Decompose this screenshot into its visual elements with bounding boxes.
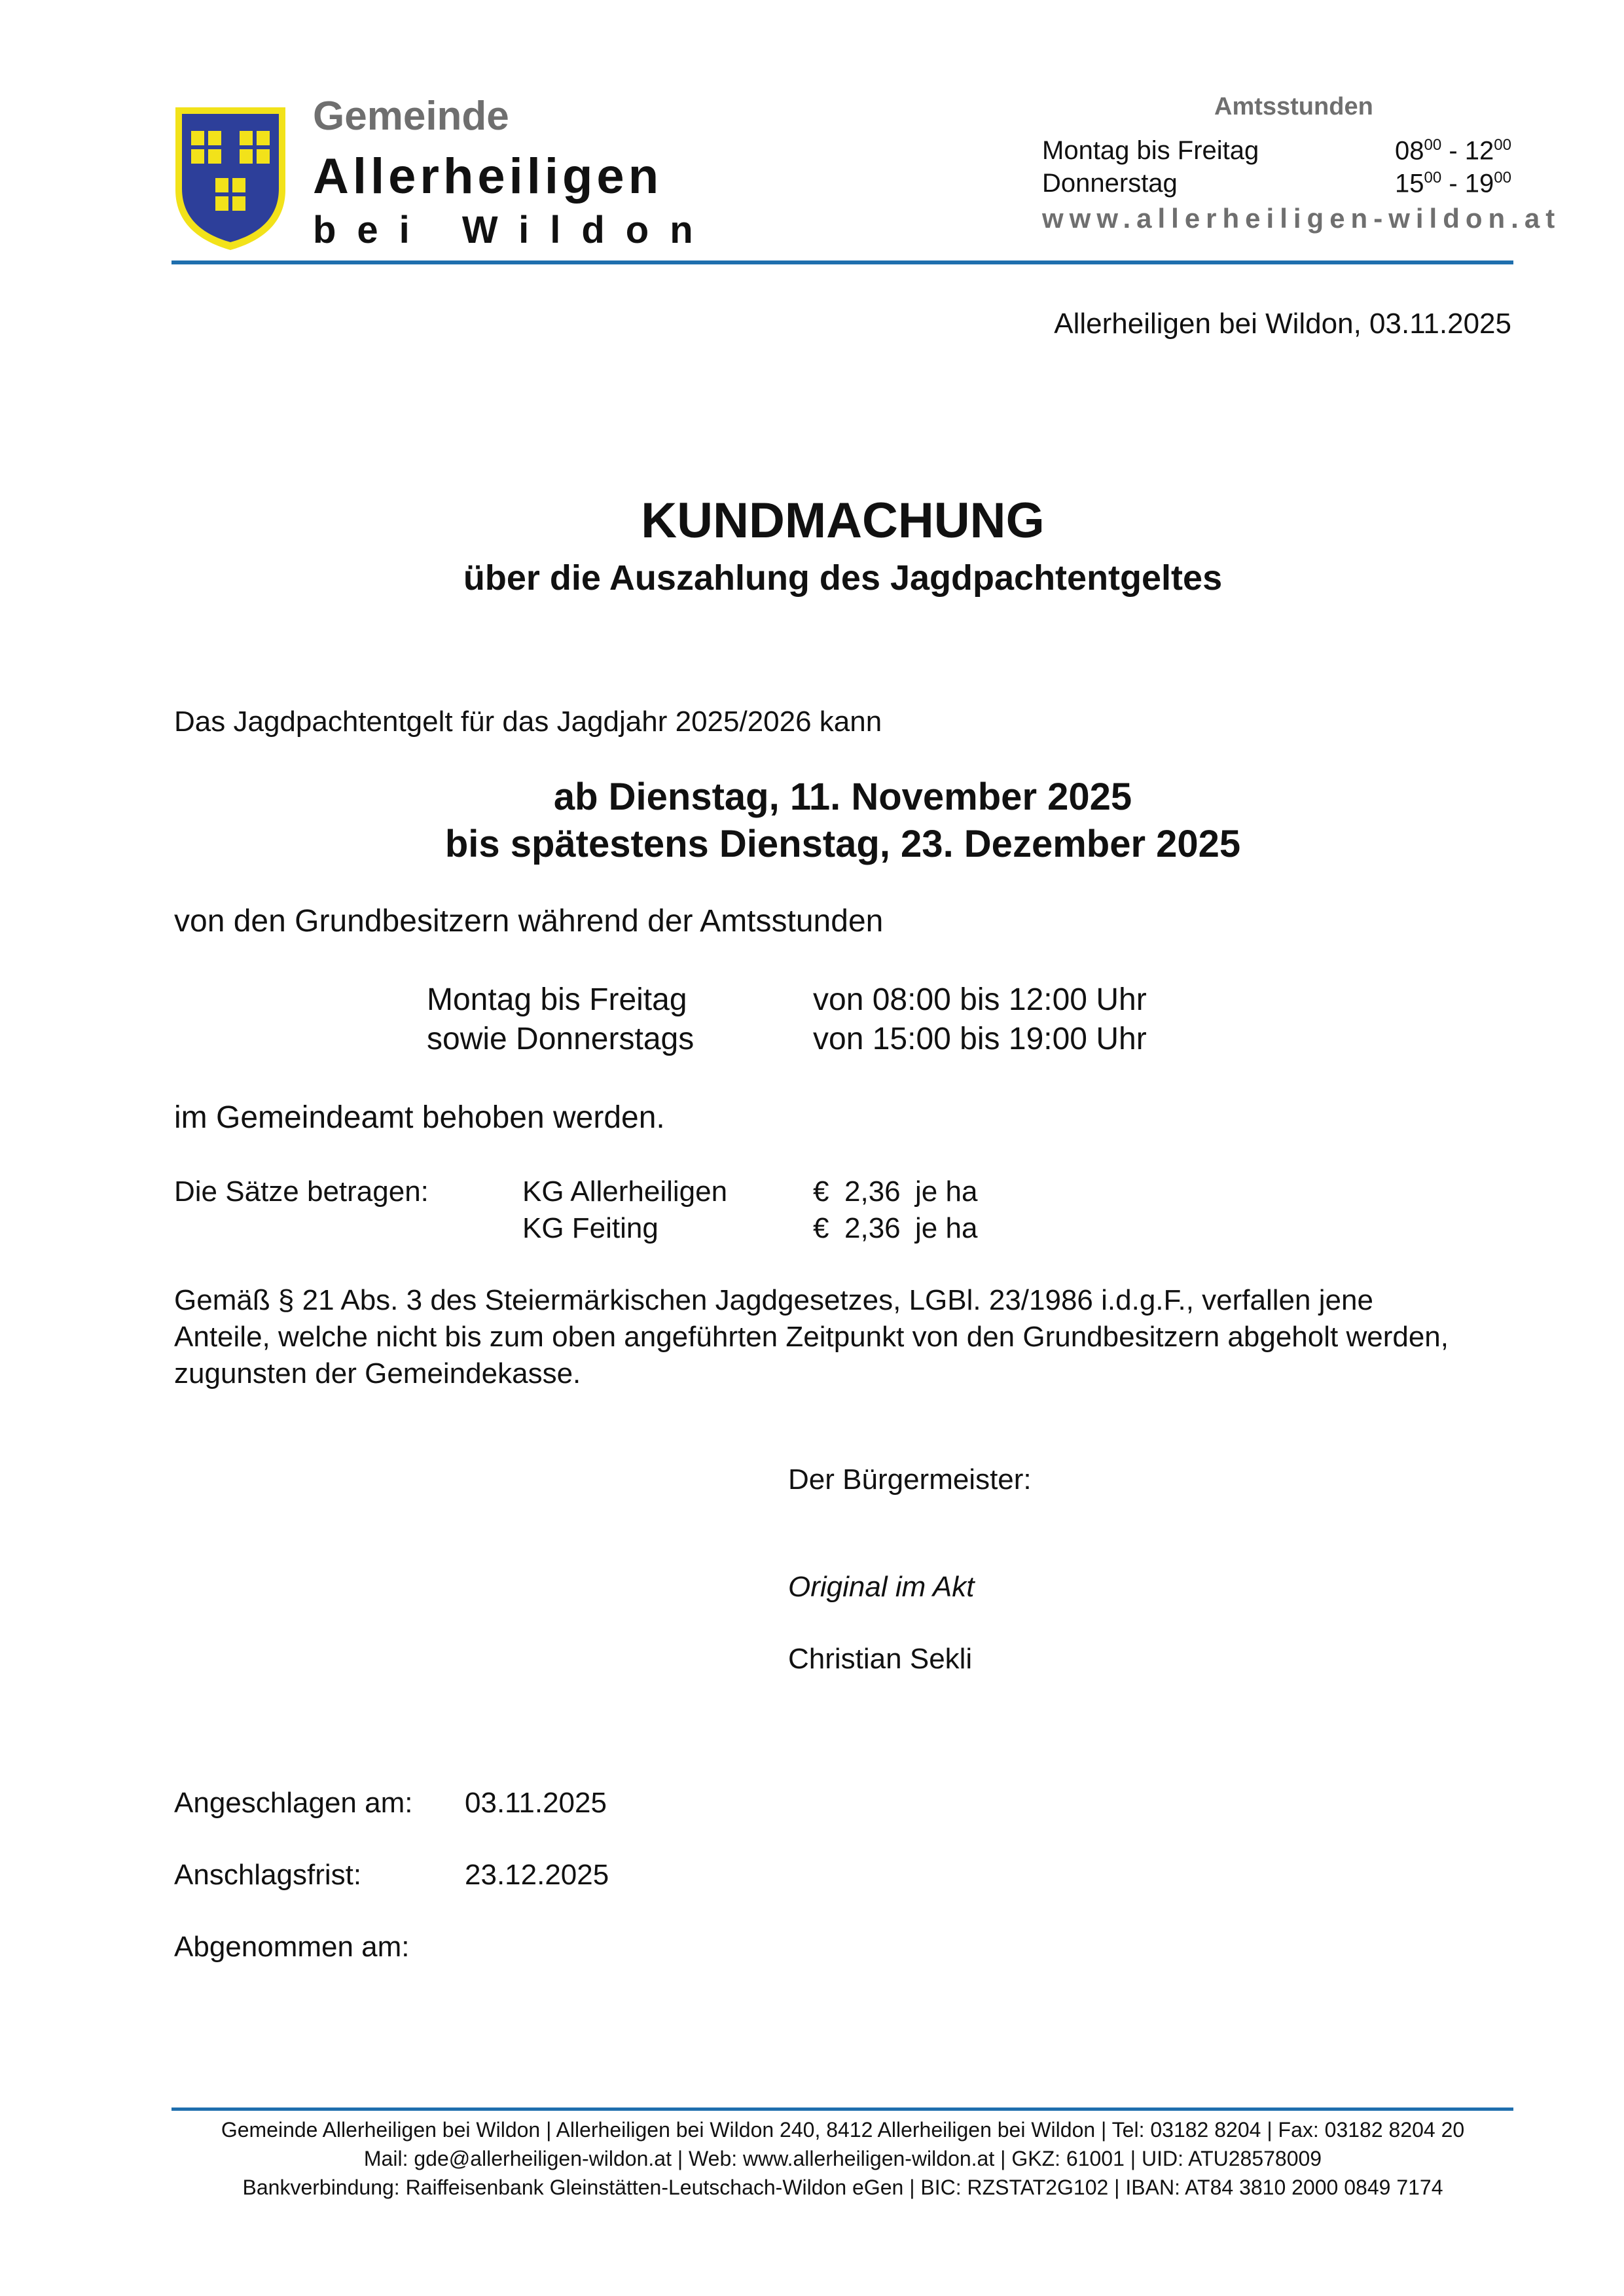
- collect-text: im Gemeindeamt behoben werden.: [174, 1100, 665, 1135]
- document-subtitle: über die Auszahlung des Jagdpachtentgeltes: [463, 558, 1223, 598]
- legal-text-line: Gemäß § 21 Abs. 3 des Steiermärkischen Jagdgesetzes, LGBl. 23/1986 i.d.g.F., verfallen jene: [174, 1284, 1373, 1316]
- hours-time: von 08:00 bis 12:00 Uhr: [813, 982, 1147, 1017]
- hours-days: Montag bis Freitag: [427, 982, 687, 1017]
- footer-address: Gemeinde Allerheiligen bei Wildon | Allerheiligen bei Wildon 240, 8412 Allerheiligen bei Wildon | Tel: 03182 8204 | Fax: 03182 8204 20: [221, 2118, 1465, 2142]
- deadline-label: Anschlagsfrist:: [174, 1859, 362, 1891]
- rate-currency: €: [813, 1175, 829, 1208]
- municipality-prefix: Gemeinde: [313, 94, 509, 139]
- office-hours-title: Amtsstunden: [1214, 93, 1373, 120]
- hours-time: von 15:00 bis 19:00 Uhr: [813, 1022, 1147, 1056]
- website-link[interactable]: www.allerheiligen-wildon.at: [1042, 203, 1561, 234]
- footer-bank: Bankverbindung: Raiffeisenbank Gleinstätten-Leutschach-Wildon eGen | BIC: RZSTAT2G102 | IBAN: AT84 3810 2000 0849 7174: [242, 2176, 1443, 2199]
- document-title: KUNDMACHUNG: [641, 493, 1045, 548]
- office-hours-day: Donnerstag: [1042, 169, 1178, 198]
- during-text: von den Grundbesitzern während der Amtsstunden: [174, 904, 884, 939]
- rate-unit: je ha: [915, 1212, 978, 1244]
- signature-role: Der Bürgermeister:: [788, 1463, 1032, 1496]
- rates-label: Die Sätze betragen:: [174, 1175, 429, 1208]
- municipality-suffix: bei Wildon: [313, 209, 714, 251]
- deadline-value: 23.12.2025: [465, 1859, 609, 1891]
- rate-area: KG Allerheiligen: [522, 1175, 728, 1208]
- posted-label: Angeschlagen am:: [174, 1787, 413, 1819]
- place-and-date: Allerheiligen bei Wildon, 03.11.2025: [1054, 308, 1511, 340]
- municipality-name: Allerheiligen: [313, 149, 663, 204]
- footer-contact: Mail: gde@allerheiligen-wildon.at | Web: www.allerheiligen-wildon.at | GKZ: 61001 | UID: ATU28578009: [363, 2147, 1322, 2170]
- legal-text-line: zugunsten der Gemeindekasse.: [174, 1357, 581, 1390]
- footer-divider: [171, 2108, 1513, 2111]
- rate-amount: 2,36: [844, 1212, 901, 1244]
- office-hours-time: $15^{00} - 19^{00}$: [1395, 169, 1511, 198]
- office-hours-day: Montag bis Freitag: [1042, 136, 1259, 165]
- rate-amount: 2,36: [844, 1175, 901, 1208]
- intro-text: Das Jagdpachtentgelt für das Jagdjahr 2025/2026 kann: [174, 706, 882, 738]
- period-end: bis spätestens Dienstag, 23. Dezember 2025: [444, 823, 1241, 865]
- header-divider: [171, 260, 1513, 264]
- period-start: ab Dienstag, 11. November 2025: [553, 776, 1132, 818]
- hours-days: sowie Donnerstags: [427, 1022, 695, 1056]
- rate-unit: je ha: [915, 1175, 978, 1208]
- rate-area: KG Feiting: [522, 1212, 659, 1244]
- municipal-crest-icon: [173, 105, 288, 253]
- signature-note: Original im Akt: [788, 1571, 975, 1603]
- removed-label: Abgenommen am:: [174, 1931, 410, 1963]
- office-hours-time: $08^{00} - 12^{00}$: [1395, 136, 1511, 166]
- posted-value: 03.11.2025: [465, 1787, 607, 1819]
- rate-currency: €: [813, 1212, 829, 1244]
- legal-text-line: Anteile, welche nicht bis zum oben angeführten Zeitpunkt von den Grundbesitzern abgeholt werden,: [174, 1321, 1449, 1353]
- signature-name: Christian Sekli: [788, 1643, 973, 1675]
